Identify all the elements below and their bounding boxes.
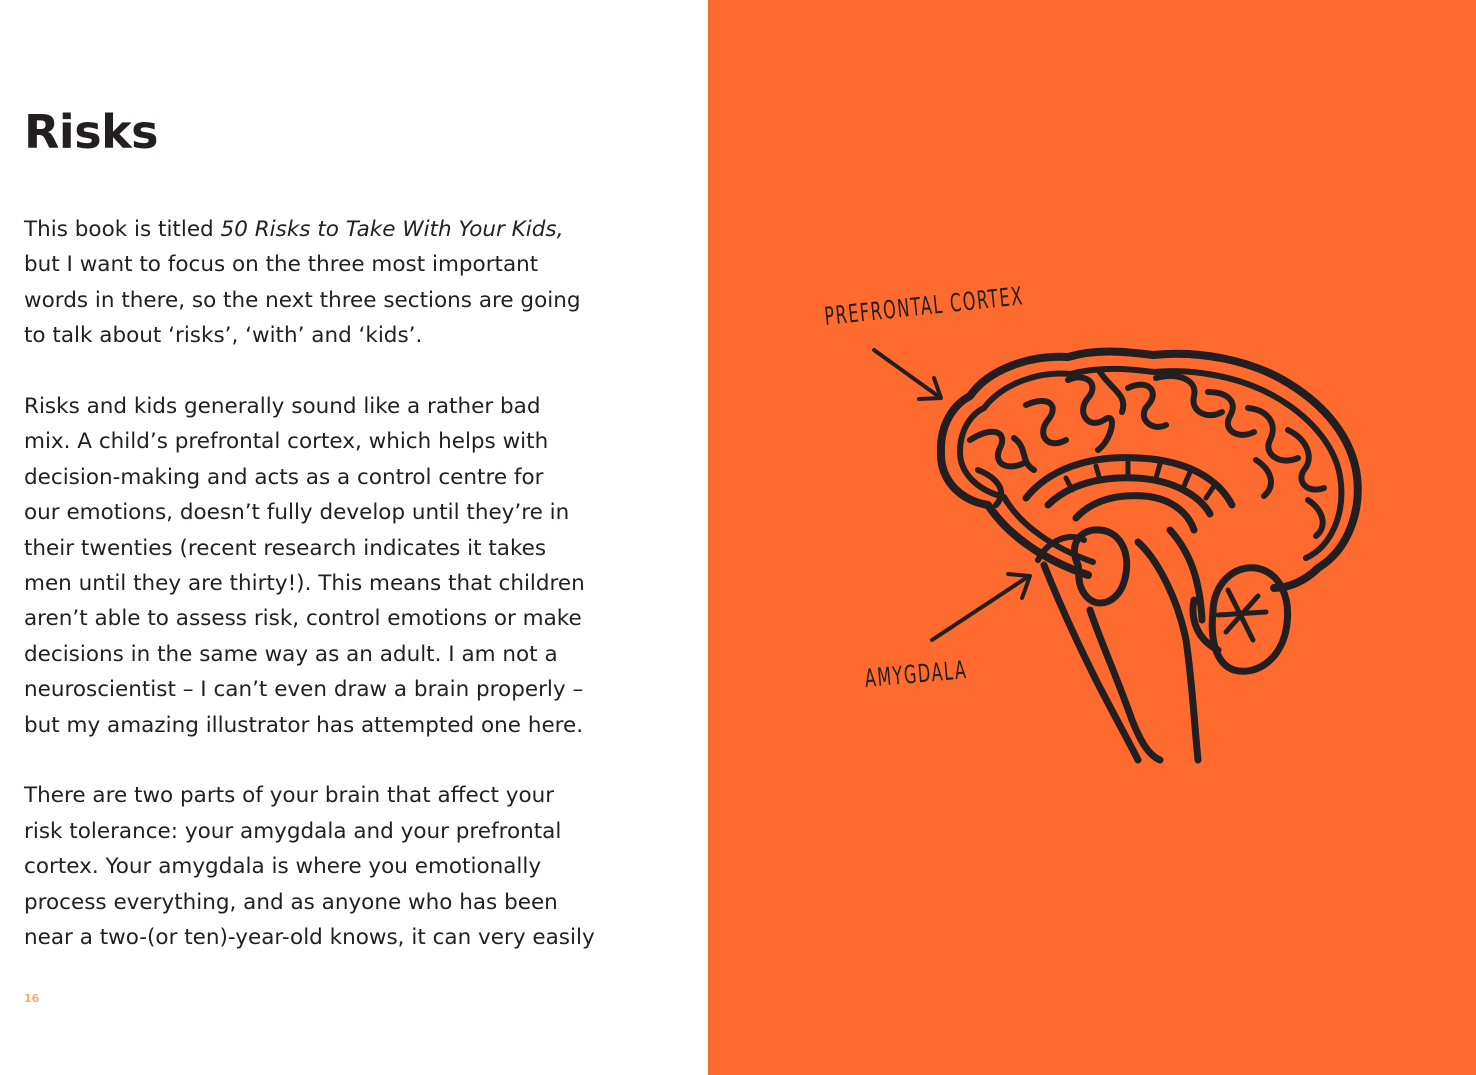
text-line: words in there, so the next three sections are going: [24, 287, 581, 313]
text-line: their twenties (recent research indicates it takes: [24, 535, 547, 561]
illustration-background: [708, 0, 1476, 1075]
brain-illustration: [708, 0, 1476, 1075]
text-line: but my amazing illustrator has attempted one here.: [24, 712, 584, 738]
label-prefrontal-cortex: PREFRONTAL CORTEX: [822, 281, 1025, 331]
text-line: decision-making and acts as a control centre for: [24, 464, 544, 490]
page-number: 16: [24, 992, 40, 1005]
label-amygdala: AMYGDALA: [863, 655, 969, 693]
text-line: mix. A child’s prefrontal cortex, which helps with: [24, 429, 549, 455]
book-title: 50 Risks to Take With Your Kids,: [220, 217, 564, 242]
text-line: but I want to focus on the three most important: [24, 252, 539, 278]
left-page: [0, 0, 708, 1075]
text-line: There are two parts of your brain that affect your: [24, 783, 555, 809]
text-line-start: This book is titled: [24, 217, 221, 242]
body-text: [24, 212, 624, 991]
text-line: men until they are thirty!). This means that children: [24, 571, 585, 597]
text-line: neuroscientist – I can’t even draw a brain properly –: [24, 677, 584, 703]
text-line: aren’t able to assess risk, control emotions or make: [24, 606, 582, 632]
text-line: risk tolerance: your amygdala and your prefrontal: [24, 818, 562, 844]
text-line: to talk about ‘risks’, ‘with’ and ‘kids’.: [24, 323, 423, 349]
text-line: decisions in the same way as an adult. I am not a: [24, 641, 558, 667]
text-line: [24, 212, 624, 247]
text-line: process everything, and as anyone who has been: [24, 889, 558, 915]
paragraph-3: [24, 778, 624, 955]
text-line: Risks and kids generally sound like a rather bad: [24, 394, 541, 420]
text-line: cortex. Your amygdala is where you emotionally: [24, 854, 542, 880]
illustration-panel: [708, 0, 1476, 1075]
paragraph-2: [24, 389, 624, 743]
text-line: near a two-(or ten)-year-old knows, it can very easily: [24, 925, 595, 951]
page-heading: Risks: [24, 105, 159, 159]
text-line: our emotions, doesn’t fully develop until they’re in: [24, 500, 570, 526]
paragraph-1: [24, 212, 624, 354]
